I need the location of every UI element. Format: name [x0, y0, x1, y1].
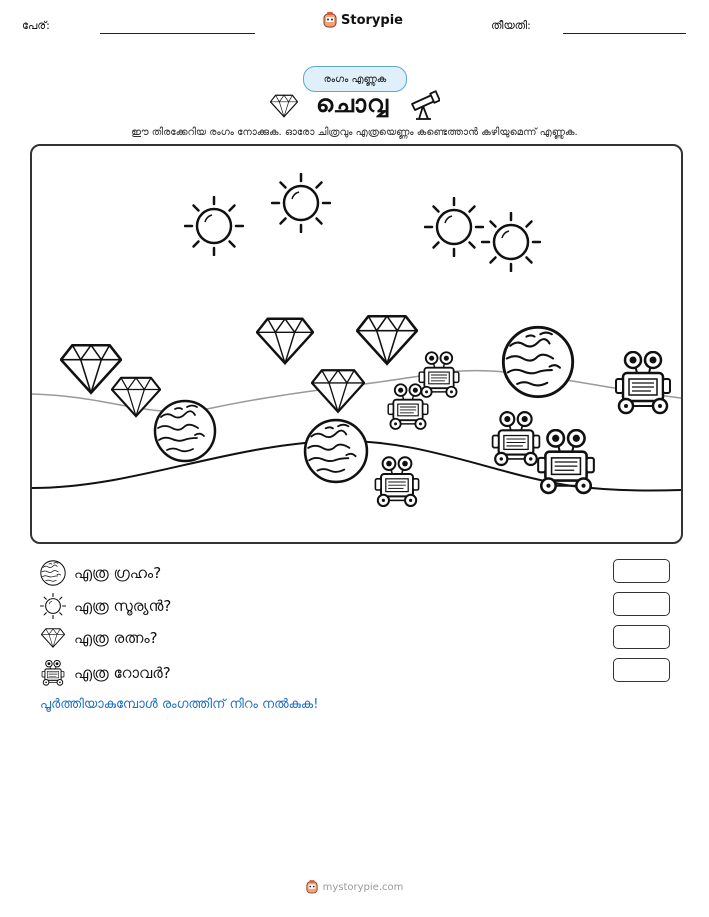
rover-4	[493, 412, 540, 465]
sun-icon	[40, 593, 66, 619]
gem-1	[61, 345, 121, 393]
rover-6	[375, 457, 418, 506]
question-gem	[40, 625, 158, 651]
question-text: എത്ര സൂര്യൻ?	[74, 597, 172, 615]
gem-5	[312, 370, 364, 411]
gem-4	[357, 316, 417, 364]
date-line[interactable]	[563, 33, 686, 34]
question-planet	[40, 560, 161, 586]
activity-badge: രംഗം എണ്ണുക	[303, 66, 407, 92]
question-sun	[40, 593, 171, 619]
telescope-icon	[408, 90, 440, 122]
rover-1	[419, 352, 459, 397]
rover-2	[388, 384, 428, 429]
sun-3	[425, 198, 483, 256]
sun-2	[272, 174, 330, 232]
footer	[0, 880, 709, 894]
gem-3	[257, 319, 313, 363]
question-text: എത്ര ഗ്രഹം?	[74, 564, 162, 582]
question-text: എത്ര റോവർ?	[74, 664, 171, 682]
footer-url[interactable]: mystorypie.com	[322, 881, 404, 893]
planet-3	[305, 420, 367, 482]
answer-box-rover[interactable]	[613, 658, 670, 682]
rover-3	[616, 352, 670, 413]
brand-logo	[323, 12, 403, 28]
date-label: തീയതി:	[491, 19, 531, 32]
instructions: ഈ തിരക്കേറിയ രംഗം നോക്കുക. ഓരോ ചിത്രവും എത്രയെണ്ണം കണ്ടെത്താൻ കഴിയുമെന്ന് എണ്ണുക.	[131, 127, 578, 138]
title-row	[268, 90, 448, 124]
scene-drawing	[32, 146, 681, 542]
answer-box-sun[interactable]	[613, 592, 670, 616]
brand-name: Storypie	[341, 12, 403, 28]
question-rover	[40, 660, 171, 686]
answer-box-planet[interactable]	[613, 559, 670, 583]
question-text: എത്ര രത്നം?	[74, 629, 158, 647]
sun-4	[482, 213, 540, 271]
name-line[interactable]	[100, 33, 255, 34]
gem-icon	[40, 625, 66, 651]
finish-note: പൂർത്തിയാകുമ്പോൾ രംഗത്തിന് നിറം നൽകുക!	[40, 697, 319, 712]
planet-1	[155, 401, 215, 461]
rover-5	[538, 430, 594, 493]
storypie-mascot-icon	[323, 12, 337, 28]
rover-icon	[40, 660, 66, 686]
page-title: ചൊവ്വ	[316, 90, 390, 118]
planet-2	[503, 327, 572, 396]
name-label: പേര്:	[22, 19, 50, 32]
counting-scene	[30, 144, 683, 544]
planet-icon	[40, 560, 66, 586]
sun-1	[185, 197, 243, 255]
storypie-mascot-icon	[306, 880, 318, 894]
gem-icon	[270, 94, 298, 118]
answer-box-gem[interactable]	[613, 625, 670, 649]
